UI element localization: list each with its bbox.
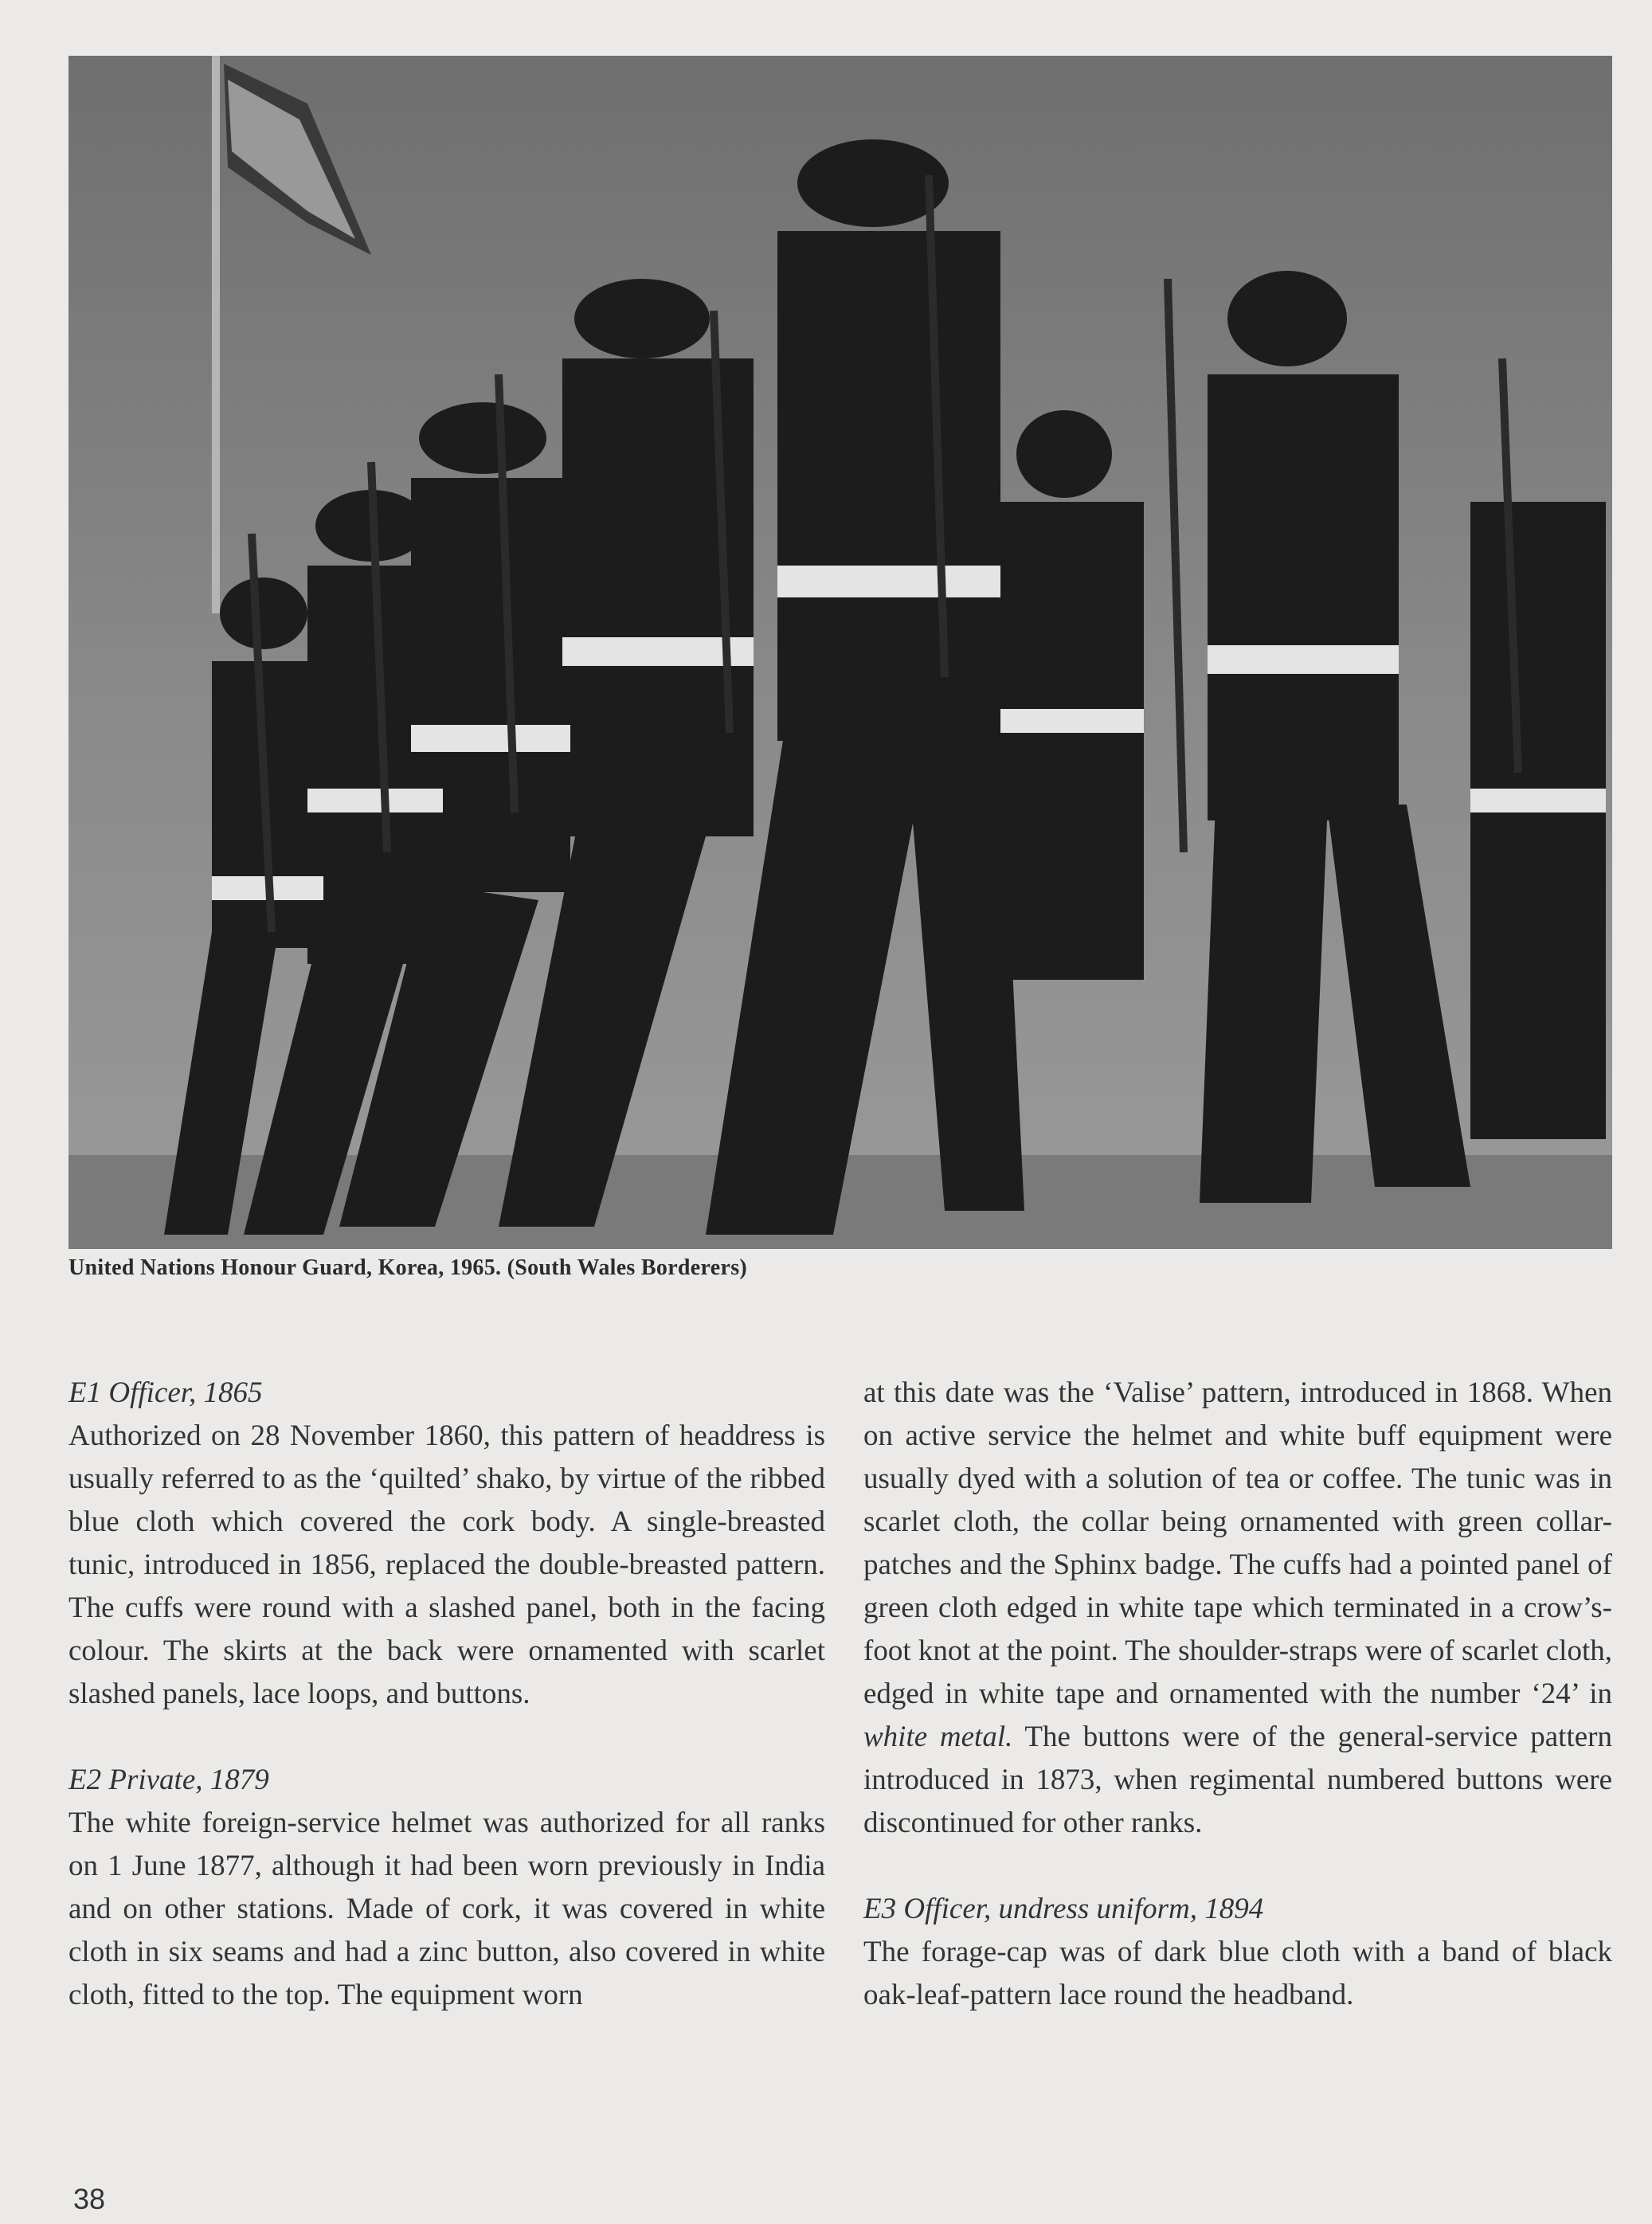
section-heading-e1: E1 Officer, 1865 [69, 1376, 263, 1409]
section-heading-e3: E3 Officer, undress uniform, 1894 [863, 1893, 1264, 1925]
paragraph-spacer [69, 1716, 825, 1759]
photograph-illustration [69, 56, 1612, 1249]
e2-continued-italic: white metal. [863, 1721, 1013, 1753]
section-text-e2: The white foreign-service helmet was authorized for all ranks on 1 June 1877, although it had been worn previously in India and on other stations. Made of cork, it was covered in white cloth in six seams and had a zinc button, also covered in white cloth, fitted to the top. The equipment worn [69, 1807, 825, 2011]
section-text-e1: Authorized on 28 November 1860, this pattern of headdress is usually referred to as the ‘quilted’ shako, by virtue of the ribbed blue cloth which covered the cork body. A single-breasted tunic, introduced in 1856, replaced the double-breasted pattern. The cuffs were round with a slashed panel, both in the facing colour. The skirts at the back were ornamented with scarlet slashed panels, lace loops, and buttons. [69, 1419, 825, 1710]
right-column [863, 1372, 1612, 2017]
e2-continued-part-a: at this date was the ‘Valise’ pattern, introduced in 1868. When on active service the helmet and white buff equipment were usually dyed with a solution of tea or coffee. The tunic was in scarlet cloth, the collar being ornamented with green collar-patches and the Sphinx badge. The cuffs had a pointed panel of green cloth edged in white tape which terminated in a crow’s-foot knot at the point. The shoulder-straps were of scarlet cloth, edged in white tape and ornamented with the number ‘24’ in [863, 1376, 1612, 1710]
section-text-e2-continued [863, 1372, 1612, 1845]
e2-continued-part-b: The buttons were of the general-service pattern introduced in 1873, when regimental numbered buttons were discontinued for other ranks. [863, 1721, 1612, 1839]
paragraph-spacer [863, 1845, 1612, 1888]
page-number: 38 [73, 2183, 106, 2215]
honour-guard-photograph [69, 56, 1612, 1249]
section-heading-e2: E2 Private, 1879 [69, 1764, 269, 1796]
section-text-e3: The forage-cap was of dark blue cloth with a band of black oak-leaf-pattern lace round the headband. [863, 1936, 1612, 2011]
left-column [69, 1372, 825, 2017]
photo-caption: United Nations Honour Guard, Korea, 1965. (South Wales Borderers) [69, 1255, 748, 1280]
